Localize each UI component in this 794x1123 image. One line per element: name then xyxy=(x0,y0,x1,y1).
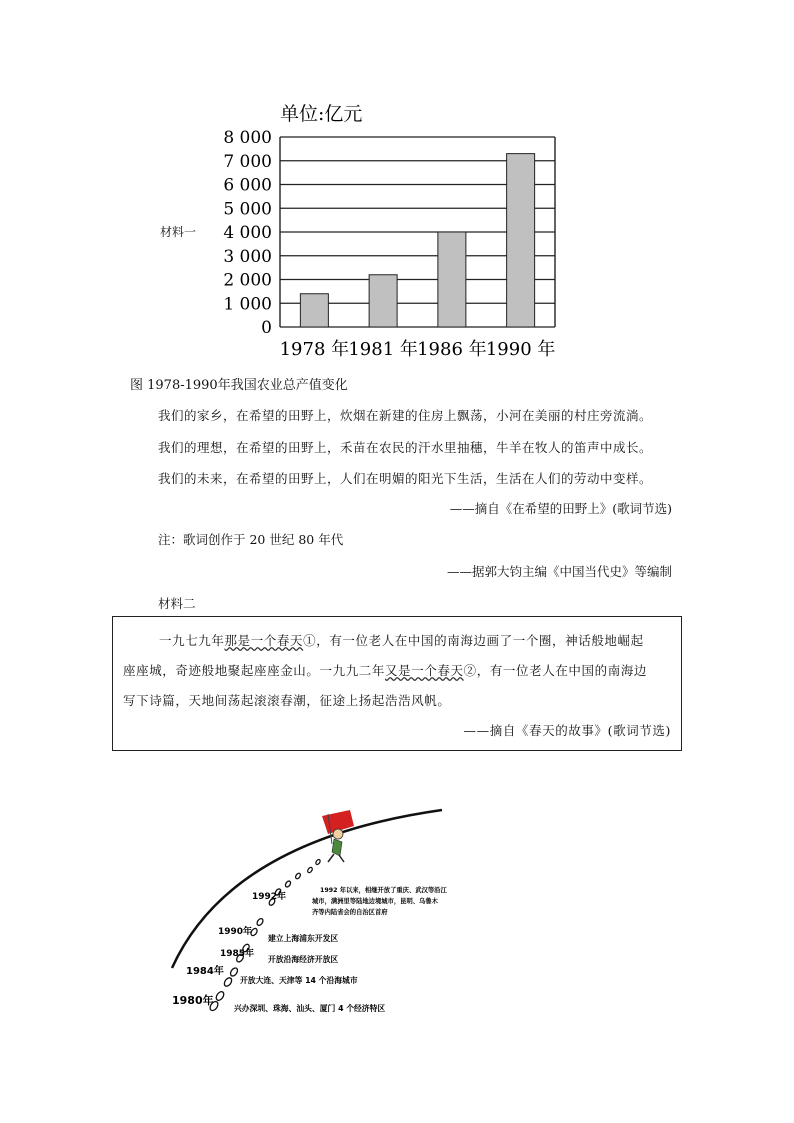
timeline-event-text: 开放大连、天津等 14 个沿海城市 xyxy=(240,976,358,985)
x-tick-label: 1990 年 xyxy=(485,339,556,360)
timeline-event-text: 1992 年以来，相继开放了重庆、武汉等沿江 xyxy=(320,887,447,894)
timeline-year: 1980年 xyxy=(172,994,214,1007)
lyric-source: ——摘自《在希望的田野上》(歌词节选) xyxy=(449,501,672,516)
timeline-event-text: 齐等内陆省会的自治区首府 xyxy=(312,909,388,916)
footprint-icon xyxy=(215,990,226,1001)
box-source: ——摘自《春天的故事》(歌词节选) xyxy=(463,723,671,738)
footprint-icon xyxy=(223,976,233,987)
chart-unit-label: 单位:亿元 xyxy=(280,103,363,125)
note: 注：歌词创作于 20 世纪 80 年代 xyxy=(158,532,344,547)
footprint-icon xyxy=(256,918,264,927)
y-tick-label: 7 000 xyxy=(223,151,272,172)
material2-label: 材料二 xyxy=(158,596,196,611)
timeline-year: 1985年 xyxy=(220,949,255,959)
footprint-icon xyxy=(315,859,321,865)
timeline-event-text: 建立上海浦东开发区 xyxy=(268,934,339,943)
box-line-2 xyxy=(123,661,647,679)
timeline-year: 1984年 xyxy=(186,966,224,977)
bar xyxy=(300,294,328,327)
footprint-icon xyxy=(284,880,291,888)
box-line-1 xyxy=(159,631,644,649)
chart-caption: 图 1978-1990年我国农业总产值变化 xyxy=(130,378,348,393)
lyric-line-3: 我们的未来，在希望的田野上，人们在明媚的阳光下生活，生活在人们的劳动中变样。 xyxy=(158,471,653,486)
box-line-2-a: 座座城，奇迹般地聚起座座金山。一九九二年 xyxy=(123,663,386,678)
footprint-icon xyxy=(307,867,313,874)
opening-up-timeline xyxy=(160,800,450,1025)
agri-output-chart xyxy=(215,95,575,365)
box-line-1-b: ，有一位老人在中国的南海边画了一个圈，神话般地崛起 xyxy=(316,633,644,648)
timeline-year: 1990年 xyxy=(218,927,253,937)
x-tick-label: 1978 年 xyxy=(279,339,350,360)
timeline-year: 1992年 xyxy=(252,892,287,902)
note-source: ——据郭大钧主编《中国当代史》等编制 xyxy=(446,564,672,579)
timeline-event-text: 开放沿海经济开放区 xyxy=(268,955,339,964)
box-line-2-b: ，有一位老人在中国的南海边 xyxy=(476,663,648,678)
y-tick-label: 4 000 xyxy=(223,223,272,243)
y-tick-label: 0 xyxy=(261,318,272,338)
bar xyxy=(438,232,466,327)
box-line-3: 写下诗篇，天地间荡起滚滚春潮，征途上扬起浩浩风帆。 xyxy=(123,693,451,708)
y-tick-label: 3 000 xyxy=(223,246,272,267)
y-tick-label: 5 000 xyxy=(223,199,272,220)
box-line-1-a: 一九七九年 xyxy=(159,633,225,648)
y-tick-label: 6 000 xyxy=(223,175,272,196)
y-tick-label: 8 000 xyxy=(223,128,272,148)
bar xyxy=(507,154,535,327)
timeline-event-text: 兴办深圳、珠海、汕头、厦门 4 个经济特区 xyxy=(234,1004,386,1013)
x-tick-label: 1986 年 xyxy=(417,339,487,360)
footprint-icon xyxy=(229,967,239,978)
underlined-spring-1: 那是一个春天 xyxy=(224,633,304,648)
underlined-spring-2: 又是一个春天 xyxy=(385,663,464,678)
footprint-icon xyxy=(295,872,302,879)
y-tick-label: 1 000 xyxy=(223,294,272,315)
mark-2: ② xyxy=(463,663,477,678)
flag-runner-icon xyxy=(322,810,354,862)
x-tick-label: 1981 年 xyxy=(348,339,418,360)
mark-1: ① xyxy=(303,633,317,648)
timeline-event-text: 城市，满洲里等陆地边境城市，昆明、乌鲁木 xyxy=(312,898,438,905)
material2-box xyxy=(112,616,682,751)
material1-label: 材料一 xyxy=(160,225,197,239)
lyric-line-2: 我们的理想，在希望的田野上，禾苗在农民的汗水里抽穗，牛羊在牧人的笛声中成长。 xyxy=(158,440,653,455)
y-tick-label: 2 000 xyxy=(223,270,272,291)
bar xyxy=(369,275,397,327)
lyric-line-1: 我们的家乡，在希望的田野上，炊烟在新建的住房上飘荡，小河在美丽的村庄旁流淌。 xyxy=(158,408,653,423)
